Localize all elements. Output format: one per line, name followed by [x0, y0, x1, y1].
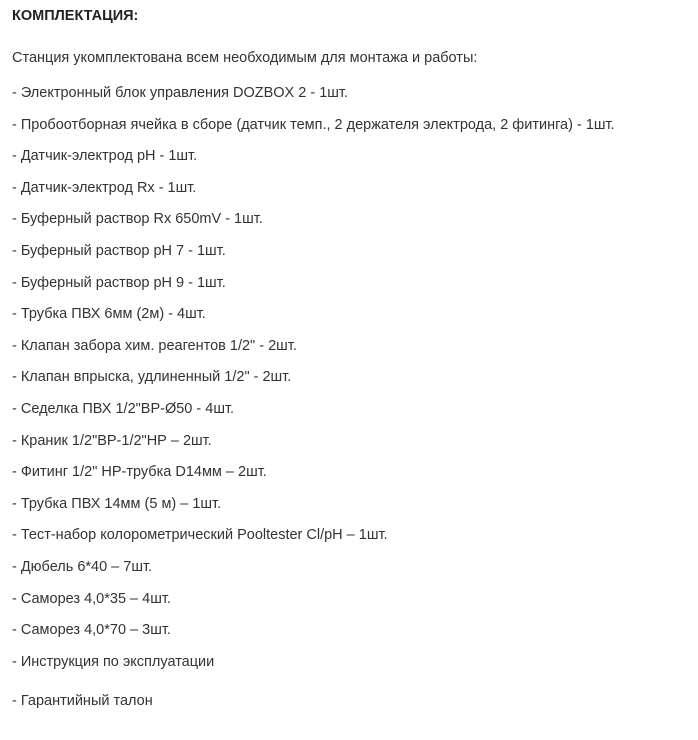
list-item: - Дюбель 6*40 – 7шт. — [12, 558, 153, 575]
list-item: - Буферный раствор Rx 650mV - 1шт. — [12, 211, 263, 228]
list-item: - Буферный раствор pH 9 - 1шт. — [12, 274, 226, 291]
list-item: - Трубка ПВХ 14мм (5 м) – 1шт. — [12, 495, 222, 512]
list-item: - Пробоотборная ячейка в сборе (датчик темп., 2 держателя электрода, 2 фитинга) - 1шт. — [12, 116, 615, 133]
list-item: - Саморез 4,0*35 – 4шт. — [12, 590, 171, 607]
list-item: - Инструкция по эксплуатации — [12, 653, 215, 670]
list-item: - Краник 1/2"ВР-1/2"НР – 2шт. — [12, 432, 212, 449]
list-item: - Датчик-электрод Rx - 1шт. — [12, 179, 197, 196]
list-item: - Тест-набор колорометрический Pooltester Cl/pH – 1шт. — [12, 527, 388, 544]
list-item: - Клапан впрыска, удлиненный 1/2" - 2шт. — [12, 369, 292, 386]
list-item: - Саморез 4,0*70 – 3шт. — [12, 622, 171, 639]
list-item: - Гарантийный талон — [12, 693, 153, 710]
intro-text: Станция укомплектована всем необходимым для монтажа и работы: — [12, 50, 478, 66]
list-item: - Буферный раствор pH 7 - 1шт. — [12, 242, 226, 259]
list-item: - Фитинг 1/2" НР-трубка D14мм – 2шт. — [12, 464, 267, 481]
list-item: - Клапан забора хим. реагентов 1/2" - 2шт. — [12, 337, 297, 354]
kit-items-list — [12, 82, 615, 722]
list-item: - Электронный блок управления DOZBOX 2 - 1шт. — [12, 85, 348, 101]
list-item: - Трубка ПВХ 6мм (2м) - 4шт. — [12, 306, 206, 323]
list-item: - Датчик-электрод pH - 1шт. — [12, 148, 198, 165]
list-item: - Седелка ПВХ 1/2"ВР-Ø50 - 4шт. — [12, 400, 235, 417]
section-heading: КОМПЛЕКТАЦИЯ: — [12, 8, 139, 24]
